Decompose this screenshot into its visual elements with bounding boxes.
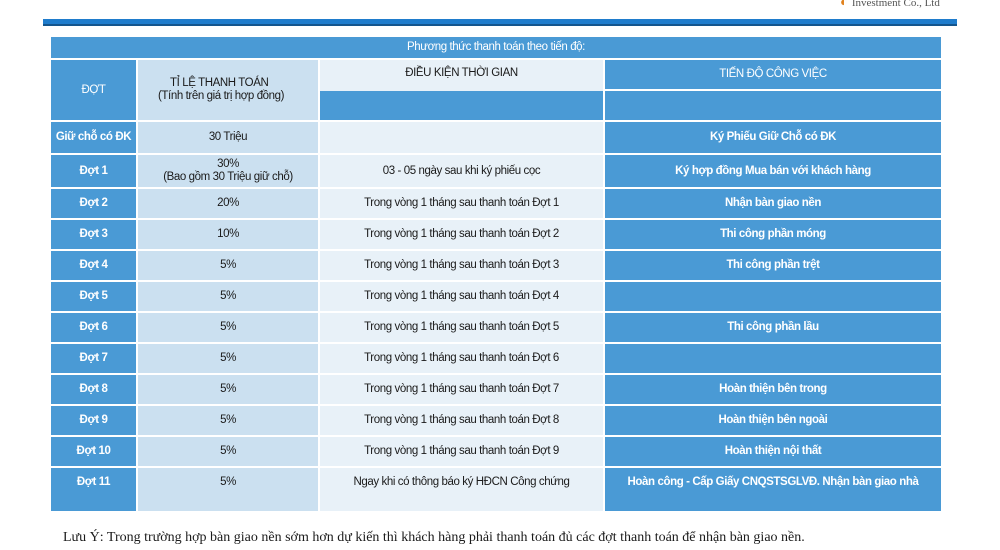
table-title: Phương thức thanh toán theo tiến độ: (51, 37, 941, 58)
header-dot: ĐỢT (51, 60, 136, 120)
cell-text: 5% (220, 290, 236, 302)
row-1-progress (605, 122, 941, 153)
cell-text: Hoàn thiện bên trong (719, 383, 827, 395)
cell-text: Hoàn thiện nội thất (724, 445, 822, 457)
cell-text: Đợt 3 (79, 228, 108, 240)
row-11-condition (320, 437, 603, 466)
cell-text: 5% (220, 321, 236, 333)
cell-text: 5% (220, 445, 236, 457)
row-4-dot (51, 220, 136, 249)
row-5-progress (605, 251, 941, 280)
row-9-ratio (138, 375, 318, 404)
cell-text: Trong vòng 1 tháng sau thanh toán Đợt 8 (364, 414, 559, 426)
cell-text: Đợt 2 (79, 197, 108, 209)
row-12-ratio (138, 468, 318, 511)
row-4-condition (320, 220, 603, 249)
row-6-progress (605, 282, 941, 311)
row-2-dot (51, 155, 136, 187)
cell-text: Trong vòng 1 tháng sau thanh toán Đợt 5 (364, 321, 559, 333)
header-accent-bar (43, 19, 957, 26)
row-11-ratio (138, 437, 318, 466)
cell-text: Trong vòng 1 tháng sau thanh toán Đợt 6 (364, 352, 559, 364)
cell-text: Đợt 10 (76, 445, 111, 457)
cell-text: Đợt 11 (76, 476, 111, 488)
row-6-condition (320, 282, 603, 311)
header-progress-label: TIẾN ĐỘ CÔNG VIỆC (719, 68, 827, 80)
row-8-dot (51, 344, 136, 373)
cell-text: Giữ chỗ có ĐK (55, 131, 132, 143)
row-9-progress (605, 375, 941, 404)
cell-text: 5% (220, 259, 236, 271)
cell-text: 5% (220, 476, 236, 488)
row-4-ratio (138, 220, 318, 249)
cell-text: Ngay khi có thông báo ký HĐCN Công chứng (353, 476, 570, 488)
row-12-dot (51, 468, 136, 511)
header-ratio-subtitle: (Tính trên giá trị hợp đồng) (158, 90, 285, 102)
row-7-progress (605, 313, 941, 342)
row-2-progress (605, 155, 941, 187)
row-12-condition (320, 468, 603, 511)
header-ratio-title: TỈ LỆ THANH TOÁN (170, 77, 269, 89)
row-8-ratio (138, 344, 318, 373)
row-6-dot (51, 282, 136, 311)
row-1-condition (320, 122, 603, 153)
cell-text: Trong vòng 1 tháng sau thanh toán Đợt 7 (364, 383, 559, 395)
row-5-dot (51, 251, 136, 280)
row-9-dot (51, 375, 136, 404)
cell-text: Trong vòng 1 tháng sau thanh toán Đợt 4 (364, 290, 559, 302)
row-6-ratio (138, 282, 318, 311)
row-4-progress (605, 220, 941, 249)
cell-text: 20% (217, 197, 239, 209)
cell-text: Trong vòng 1 tháng sau thanh toán Đợt 2 (364, 228, 559, 240)
cell-text: Hoàn công - Cấp Giấy CNQSTSGLVĐ. Nhận bàn giao nhà (627, 476, 919, 488)
ratio-note: (Bao gồm 30 Triệu giữ chỗ) (163, 171, 293, 183)
cell-text: Đợt 6 (79, 321, 108, 333)
row-1-dot (51, 122, 136, 153)
row-7-condition (320, 313, 603, 342)
row-12-progress (605, 468, 941, 511)
cell-text: 10% (217, 228, 239, 240)
cell-text: 5% (220, 383, 236, 395)
cell-text: Đợt 4 (79, 259, 108, 271)
cell-text: Ký hợp đồng Mua bán với khách hàng (675, 164, 871, 177)
cell-text: Đợt 9 (79, 414, 108, 426)
header-condition-label: ĐIỀU KIỆN THỜI GIAN (405, 67, 518, 79)
row-3-dot (51, 189, 136, 218)
row-7-dot (51, 313, 136, 342)
row-3-ratio (138, 189, 318, 218)
row-3-condition (320, 189, 603, 218)
logo-text: Investment Co., Ltd (851, 0, 940, 9)
row-11-dot (51, 437, 136, 466)
cell-text: Nhận bàn giao nền (724, 197, 822, 209)
row-3-progress (605, 189, 941, 218)
row-2-condition (320, 155, 603, 187)
header-progress-sub (605, 91, 941, 120)
ratio-value: 30% (217, 158, 239, 170)
row-10-condition (320, 406, 603, 435)
header-ratio (138, 60, 318, 120)
cell-text: Thi công phần lầu (727, 321, 819, 333)
logo-mark-icon: ◐ (840, 0, 848, 9)
cell-text: Trong vòng 1 tháng sau thanh toán Đợt 3 (364, 259, 559, 271)
cell-text: Đợt 5 (79, 290, 108, 302)
header-condition-sub (320, 91, 603, 120)
cell-text: Thi công phần trệt (726, 259, 820, 271)
company-logo (840, 0, 1000, 10)
footnote: Lưu Ý: Trong trường hợp bàn giao nền sớm hơn dự kiến thì khách hàng phải thanh toán đủ các đợt thanh toán để nhận bàn giao nền. (63, 530, 805, 545)
cell-text: Hoàn thiện bên ngoài (718, 414, 828, 426)
row-5-ratio (138, 251, 318, 280)
cell-text: 5% (220, 414, 236, 426)
row-7-ratio (138, 313, 318, 342)
row-10-dot (51, 406, 136, 435)
row-9-condition (320, 375, 603, 404)
cell-text: Trong vòng 1 tháng sau thanh toán Đợt 9 (364, 445, 559, 457)
cell-text: Trong vòng 1 tháng sau thanh toán Đợt 1 (364, 197, 559, 209)
cell-text: Thi công phần móng (720, 228, 826, 240)
cell-text: Ký Phiếu Giữ Chỗ có ĐK (709, 131, 837, 143)
row-5-condition (320, 251, 603, 280)
cell-text: 03 - 05 ngày sau khi ký phiếu cọc (382, 164, 541, 177)
row-11-progress (605, 437, 941, 466)
cell-text: Đợt 8 (79, 383, 108, 395)
header-progress (605, 60, 941, 89)
cell-text: 30 Triệu (208, 131, 248, 143)
row-2-ratio (138, 155, 318, 187)
row-8-progress (605, 344, 941, 373)
cell-text: Đợt 7 (79, 352, 108, 364)
row-1-ratio (138, 122, 318, 153)
row-10-progress (605, 406, 941, 435)
row-8-condition (320, 344, 603, 373)
row-10-ratio (138, 406, 318, 435)
cell-text: 5% (220, 352, 236, 364)
cell-text: Đợt 1 (79, 164, 108, 177)
